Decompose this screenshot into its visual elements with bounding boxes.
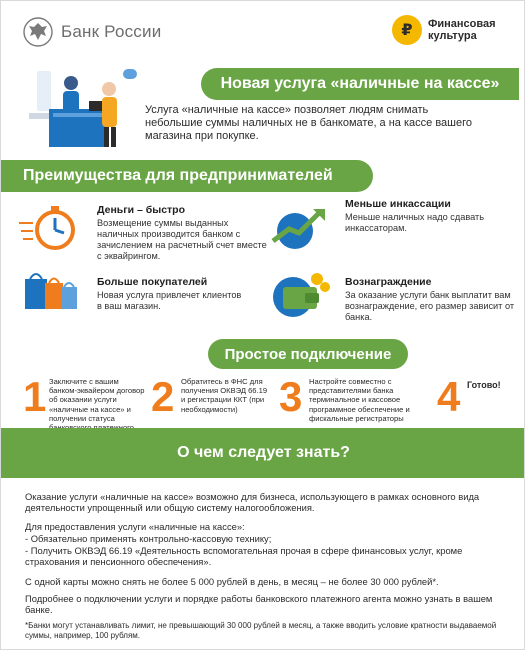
- benefit-title: Больше покупателей: [97, 276, 208, 288]
- stopwatch-icon: [19, 203, 79, 253]
- benefits-banner: [0, 160, 373, 192]
- benefit-title: Деньги – быстро: [97, 204, 186, 216]
- fin-culture-logo: [392, 15, 496, 45]
- benefit-fast-money: [97, 204, 267, 262]
- benefit-title: Вознаграждение: [345, 276, 432, 288]
- growth-arrow-icon: [269, 203, 331, 251]
- benefit-text: Возмещение суммы выданных наличных производится банком с зачислением на расчетный счет вместе с эквайрингом.: [97, 218, 267, 261]
- know-list-item-2: - Получить ОКВЭД 66.19 «Деятельность вспомогательная прочая в сфере финансовых услуг, кроме страхования и пенсионного обеспечения».: [25, 545, 463, 568]
- benefit-less-collection: [345, 198, 515, 234]
- step-text: Обратитесь в ФНС для получения ОКВЭД 66.19 и регистрации ККТ (при необходимости): [181, 377, 268, 414]
- step-number: 1: [23, 373, 47, 420]
- benefit-text: За оказание услуги банк выплатит вам вознаграждение, его размер зависит от банка.: [345, 290, 515, 322]
- know-paragraph-4: Подробнее о подключении услуги и порядке работы банковского платежного агента можно узнать в вашем банке.: [25, 593, 493, 616]
- service-title: Новая услуга «наличные на кассе»: [220, 75, 500, 92]
- know-paragraph-1: Оказание услуги «наличные на кассе» возможно для бизнеса, использующего в рамках основного вида деятельности упрощенный или общую систему налогообложения.: [25, 491, 480, 514]
- connection-title: Простое подключение: [224, 345, 392, 363]
- cashier-illustration-icon: [29, 61, 139, 149]
- service-banner: [201, 68, 519, 100]
- shopping-bags-icon: [23, 269, 81, 313]
- step-number: 2: [151, 373, 175, 420]
- fin-culture-label: [428, 18, 496, 42]
- ruble-icon: ₽: [392, 15, 422, 45]
- step-text: Заключите с вашим банком-эквайером договор об оказании услуги «наличные на кассе» и получении статуса: [49, 377, 145, 423]
- step-number: 4: [437, 373, 461, 420]
- service-intro: Услуга «наличные на кассе» позволяет людям снимать небольшие суммы наличных не в банкомате, а на кассе вашего магазина при покупке.: [145, 104, 472, 142]
- benefit-reward: [345, 276, 515, 323]
- benefit-text: Меньше наличных надо сдавать инкассаторам.: [345, 212, 484, 233]
- footnote: *Банки могут устанавливать лимит, не превышающий 30 000 рублей в месяц, а также вводить условие кратности выдаваемой суммы, например, 100 рублям.: [25, 621, 497, 640]
- know-paragraph-3: С одной карты можно снять не более 5 000 рублей в день, в месяц – не более 30 000 рублей*.: [25, 576, 439, 587]
- bank-of-russia-logo: [23, 17, 161, 47]
- brand-name: Банк России: [61, 22, 162, 41]
- step-text: Настройте совместно с представителями банка терминальное и кассовое программное обеспечение и фискальные регистраторы: [309, 377, 410, 423]
- know-paragraph-2: Для предоставления услуги «наличные на кассе»:: [25, 521, 245, 532]
- step-number: 3: [279, 373, 303, 420]
- fin-culture-line1: Финансовая: [428, 18, 496, 30]
- eagle-emblem-icon: [23, 17, 53, 47]
- benefit-text: Новая услуга привлечет клиентов в ваш магазин.: [97, 290, 242, 311]
- know-banner: [1, 428, 525, 478]
- benefits-title: Преимущества для предпринимателей: [23, 167, 333, 184]
- fin-culture-line2: культура: [428, 30, 477, 42]
- benefit-title: Меньше инкассации: [345, 198, 451, 210]
- know-title: О чем следует знать?: [153, 444, 374, 462]
- benefit-more-customers: [97, 276, 267, 312]
- know-list-item-1: - Обязательно применять контрольно-кассовую технику;: [25, 533, 272, 544]
- wallet-icon: [269, 269, 331, 319]
- connection-banner: [208, 339, 408, 369]
- step-text: Готово!: [467, 380, 501, 390]
